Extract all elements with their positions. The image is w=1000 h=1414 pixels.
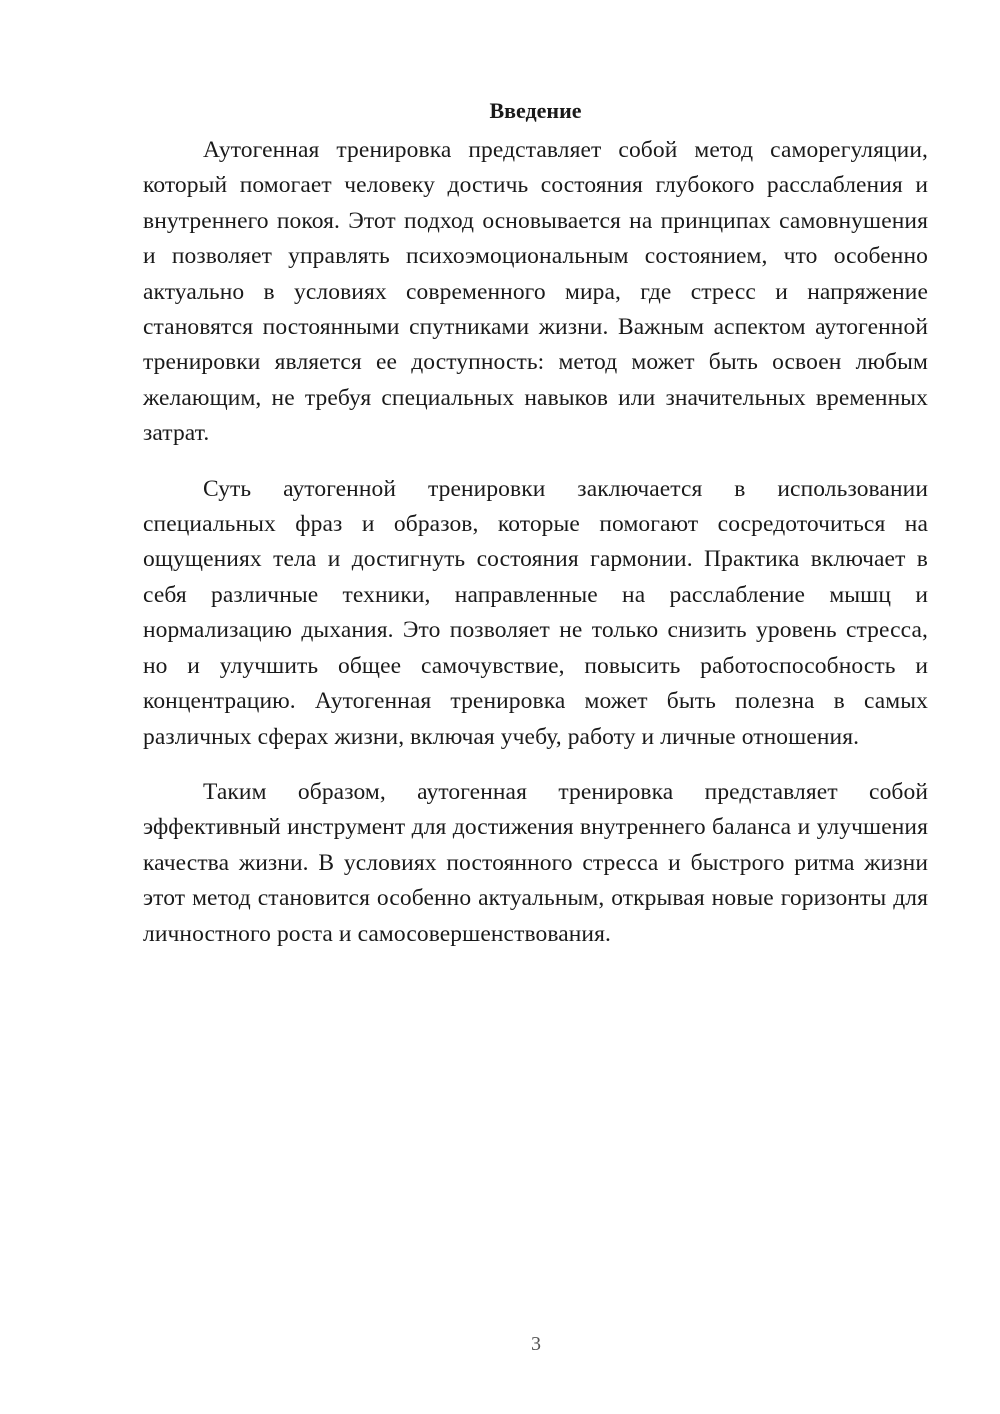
paragraph-3: Таким образом, аутогенная тренировка представляет собой эффективный инструмент для достижения внутреннего баланса и улучшения качества жизни. В условиях постоянного стресса и быстрого ритма жизни этот метод становится особенно актуальным, открывая новые горизонты для личностного роста и самосовершенствования. bbox=[143, 778, 928, 947]
section-title: Введение bbox=[489, 98, 582, 123]
page-content bbox=[143, 95, 928, 972]
paragraph-1: Аутогенная тренировка представляет собой метод саморегуляции, который помогает человеку достичь состояния глубокого расслабления и внутреннего покоя. Этот подход основывается на принципах самовнушения и позволяет управлять психоэмоциональным состоянием, что особенно актуально в условиях современного мира, где стресс и напряжение становятся постоянными спутниками жизни. Важным аспектом аутогенной тренировки является ее доступность: метод может быть освоен любым желающим, не требуя специальных навыков или значительных временных затрат. bbox=[143, 137, 928, 447]
page-number: 3 bbox=[531, 1333, 541, 1355]
paragraph-2: Суть аутогенной тренировки заключается в использовании специальных фраз и образов, которые помогают сосредоточиться на ощущениях тела и достигнуть состояния гармонии. Практика включает в себя различные техники, направленные на расслабление мышц и нормализацию дыхания. Это позволяет не только снизить уровень стресса, но и улучшить общее самочувствие, повысить работоспособность и концентрацию. Аутогенная тренировка может быть полезна в самых различных сферах жизни, включая учебу, работу и личные отношения. bbox=[143, 475, 928, 750]
